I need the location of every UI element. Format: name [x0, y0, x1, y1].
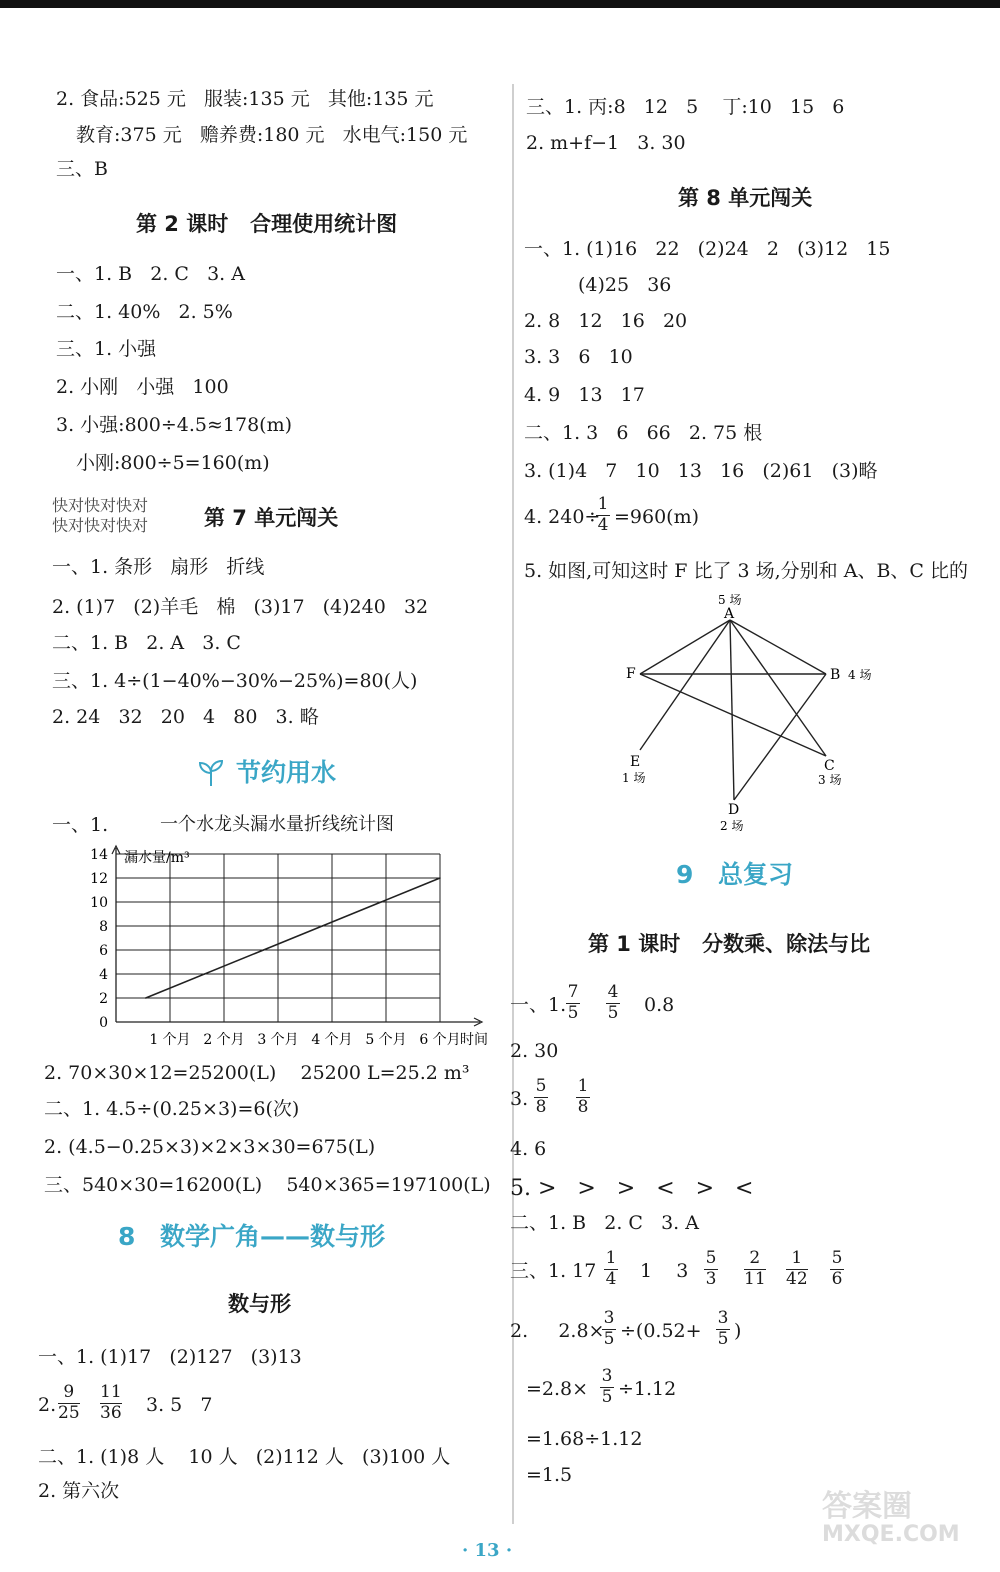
numerator: 1 [791, 1248, 803, 1268]
denominator: 42 [786, 1268, 808, 1289]
x-tick-label: 3 个月 [257, 1032, 299, 1048]
answer-line: 3. 5 7 [146, 1394, 213, 1416]
brand-stamp-line: 快对快对快对 [52, 516, 149, 535]
data-point [145, 997, 147, 999]
answer-line: 二、1. 40% 2. 5% [56, 301, 233, 323]
denominator: 25 [58, 1402, 80, 1423]
node-c-count: 3 场 [818, 773, 842, 787]
node-d-count: 2 场 [720, 819, 744, 833]
denominator: 6 [831, 1268, 843, 1289]
watermark-line: 答案圈 [822, 1489, 912, 1524]
numerator: 5 [831, 1248, 843, 1268]
numerator: 4 [607, 982, 619, 1002]
answer-line: 2. 第六次 [38, 1480, 120, 1502]
x-tick-label: 5 个月 [365, 1032, 407, 1048]
answer-line: =2.8× [526, 1378, 589, 1400]
section-heading: 第 1 课时 分数乘、除法与比 [588, 932, 871, 956]
answer-line: 小刚:800÷5=160(m) [76, 452, 270, 474]
denominator: 5 [601, 1386, 613, 1407]
numerator: 1 [605, 1248, 617, 1268]
x-tick-label: 6 个月 [419, 1032, 461, 1048]
x-tick-label: 2 个月 [203, 1032, 245, 1048]
answer-line: 3. 3 6 10 [524, 346, 633, 368]
denominator: 8 [535, 1096, 547, 1117]
y-tick-label: 14 [90, 847, 108, 863]
node-b: B [830, 667, 841, 683]
numerator: 1 [577, 1076, 589, 1096]
brand-stamp-line: 快对快对快对 [52, 496, 149, 515]
x-tick-label: 4 个月 [311, 1032, 353, 1048]
data-point [321, 925, 323, 927]
answer-line: 2. 30 [510, 1040, 559, 1062]
answer-line: 一、1. [52, 814, 109, 836]
node-f: F [626, 666, 636, 682]
node-d: D [728, 802, 740, 818]
answer-line: 3. (1)4 7 10 13 16 (2)61 (3)略 [524, 460, 878, 482]
edge-a-e [640, 620, 730, 750]
answer-line: 3. [510, 1088, 529, 1110]
numerator: 7 [567, 982, 579, 1002]
node-b-count: 4 场 [848, 668, 872, 682]
numerator: 2 [749, 1248, 761, 1268]
section-heading: 总复习 [718, 860, 794, 889]
answer-line: 2. 小刚 小强 100 [56, 376, 229, 398]
answer-line: 二、1. B 2. C 3. A [510, 1212, 699, 1234]
section-heading: 第 7 单元闯关 [204, 506, 339, 530]
fraction [534, 1078, 548, 1117]
answer-line: 2. [38, 1394, 57, 1416]
answer-line: =960(m) [614, 506, 700, 528]
answer-line: 一、1. [510, 994, 567, 1016]
answer-line: 5. > > > < > < [510, 1176, 754, 1201]
numerator: 3 [717, 1308, 729, 1328]
y-tick-label: 2 [99, 991, 108, 1007]
y-axis-label: 漏水量/m³ [124, 850, 190, 866]
x-tick-label: 1 个月 [149, 1032, 191, 1048]
answer-line: 一、1. (1)17 (2)127 (3)13 [38, 1346, 302, 1368]
top-border [0, 0, 1000, 8]
answer-line: 一、1. 条形 扇形 折线 [52, 556, 265, 578]
chart-title: 一个水龙头漏水量折线统计图 [160, 814, 394, 835]
answer-line: 1 3 [640, 1260, 689, 1282]
answer-line: 5. 如图,可知这时 F 比了 3 场,分别和 A、B、C 比的 [524, 560, 968, 582]
column-divider [512, 84, 514, 1524]
answer-line: 2. (4.5−0.25×3)×2×3×30=675(L) [44, 1136, 376, 1158]
denominator: 11 [744, 1268, 766, 1289]
denominator: 5 [603, 1328, 615, 1349]
numerator: 11 [100, 1382, 122, 1402]
answer-line: 三、1. 丙:8 12 5 丁:10 15 6 [526, 96, 845, 118]
answer-line: (4)25 36 [578, 274, 672, 296]
data-line [146, 878, 440, 998]
answer-line: 三、B [56, 158, 108, 180]
fraction [600, 1368, 614, 1407]
section-number: 9 [676, 860, 694, 889]
answer-line: 三、1. 4÷(1−40%−30%−25%)=80(人) [52, 670, 418, 692]
denominator: 4 [597, 514, 609, 535]
answer-line: 4. 240÷ [524, 506, 601, 528]
answer-line: 三、1. 小强 [56, 338, 157, 360]
line-chart [86, 842, 498, 1054]
answer-line: 2. 2.8× [510, 1320, 605, 1342]
answer-line: 2. 食品:525 元 服装:135 元 其他:135 元 [56, 88, 434, 110]
fraction [58, 1384, 80, 1423]
answer-line: 二、1. 4.5÷(0.25×3)=6(次) [44, 1098, 300, 1120]
answer-line: 教育:375 元 赡养费:180 元 水电气:150 元 [76, 124, 468, 146]
section-heading: 数学广角——数与形 [160, 1222, 386, 1251]
answer-line: 4. 6 [510, 1138, 547, 1160]
denominator: 5 [567, 1002, 579, 1023]
watermark [822, 1490, 960, 1547]
brand-stamp [52, 496, 148, 536]
answer-line: 2. 24 32 20 4 80 3. 略 [52, 706, 319, 728]
answer-line: 二、1. B 2. A 3. C [52, 632, 241, 654]
fraction [602, 1310, 616, 1349]
section-heading: 第 2 课时 合理使用统计图 [136, 212, 398, 236]
fraction [704, 1250, 718, 1289]
answer-line: 4. 9 13 17 [524, 384, 645, 406]
fraction [786, 1250, 808, 1289]
answer-line: 2. 8 12 16 20 [524, 310, 688, 332]
answer-line: ) [734, 1320, 742, 1342]
match-graph [610, 590, 890, 840]
edge-a-b [730, 620, 826, 674]
fraction [830, 1250, 844, 1289]
data-point [439, 877, 441, 879]
answer-line: ÷1.12 [618, 1378, 677, 1400]
y-tick-label: 6 [99, 943, 108, 959]
numerator: 1 [597, 494, 609, 514]
y-tick-label: 4 [99, 967, 108, 983]
answer-line: =1.5 [526, 1464, 573, 1486]
section-heading: 节约用水 [236, 758, 337, 787]
answer-line: 3. 小强:800÷4.5≈178(m) [56, 414, 292, 436]
numerator: 5 [705, 1248, 717, 1268]
answer-line: 二、1. 3 6 66 2. 75 根 [524, 422, 763, 444]
numerator: 3 [601, 1366, 613, 1386]
fraction [716, 1310, 730, 1349]
node-a-count: 5 场 [718, 593, 742, 607]
denominator: 8 [577, 1096, 589, 1117]
answer-line: =1.68÷1.12 [526, 1428, 643, 1450]
answer-line: 三、1. 17 [510, 1260, 597, 1282]
answer-line: 0.8 [644, 994, 675, 1016]
page-number: · 13 · [462, 1540, 513, 1561]
denominator: 5 [717, 1328, 729, 1349]
fraction [566, 984, 580, 1023]
node-c: C [824, 758, 835, 774]
answer-line: 二、1. (1)8 人 10 人 (2)112 人 (3)100 人 [38, 1446, 451, 1468]
data-point [204, 973, 206, 975]
fraction [744, 1250, 766, 1289]
section-heading: 第 8 单元闯关 [678, 186, 813, 210]
section-heading: 数与形 [228, 1292, 291, 1316]
fraction [576, 1078, 590, 1117]
node-e-count: 1 场 [622, 771, 646, 785]
y-tick-label: 10 [90, 895, 108, 911]
fraction [100, 1384, 122, 1423]
numerator: 9 [63, 1382, 75, 1402]
numerator: 5 [535, 1076, 547, 1096]
answer-line: 2. m+f−1 3. 30 [526, 132, 686, 154]
edge-a-d [730, 620, 734, 800]
data-point [263, 949, 265, 951]
numerator: 3 [603, 1308, 615, 1328]
denominator: 3 [705, 1268, 717, 1289]
data-point [380, 901, 382, 903]
answer-line: 2. 70×30×12=25200(L) 25200 L=25.2 m³ [44, 1062, 470, 1084]
denominator: 36 [100, 1402, 122, 1423]
denominator: 4 [605, 1268, 617, 1289]
answer-line: 一、1. B 2. C 3. A [56, 263, 245, 285]
node-a: A [724, 606, 735, 622]
answer-line: 三、540×30=16200(L) 540×365=197100(L) [44, 1174, 491, 1196]
sprout-icon [196, 758, 226, 788]
x-axis-label: 时间 [460, 1032, 488, 1048]
denominator: 5 [607, 1002, 619, 1023]
fraction [604, 1250, 618, 1289]
answer-line: 一、1. (1)16 22 (2)24 2 (3)12 15 [524, 238, 891, 260]
fraction [596, 496, 610, 535]
watermark-line: MXQE.COM [822, 1522, 960, 1547]
y-tick-label: 8 [99, 919, 108, 935]
y-tick-label: 12 [90, 871, 108, 887]
edge-a-f [640, 620, 730, 674]
node-e: E [630, 754, 641, 770]
fraction [606, 984, 620, 1023]
answer-line: ÷(0.52+ [620, 1320, 702, 1342]
answer-line: 2. (1)7 (2)羊毛 棉 (3)17 (4)240 32 [52, 596, 429, 618]
y-tick-label: 0 [99, 1015, 108, 1031]
section-number: 8 [118, 1222, 136, 1251]
